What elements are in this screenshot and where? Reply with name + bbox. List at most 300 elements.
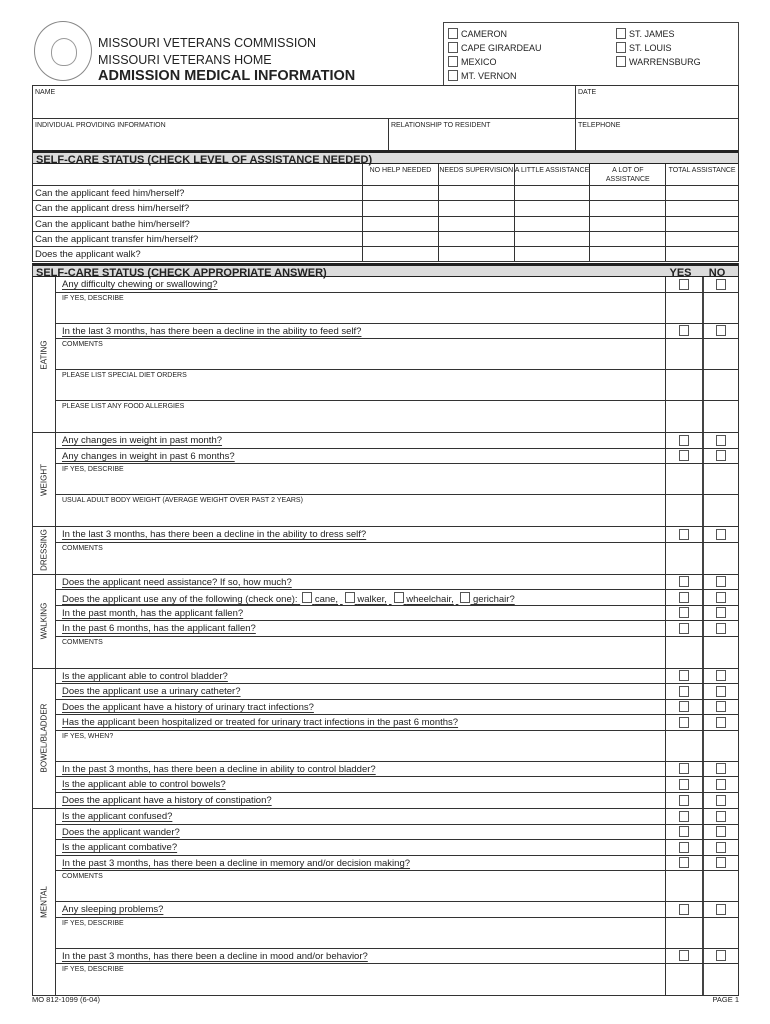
assist-cell[interactable] xyxy=(362,186,438,200)
assist-cell[interactable] xyxy=(438,201,514,215)
assist-question: Can the applicant feed him/herself? xyxy=(35,188,185,199)
yes-cell xyxy=(665,871,702,901)
question-text: Any changes in weight in past 6 months? xyxy=(62,450,235,462)
yes-checkbox[interactable] xyxy=(679,450,689,461)
no-cell xyxy=(702,370,738,400)
no-cell xyxy=(702,731,738,761)
no-checkbox[interactable] xyxy=(716,842,726,853)
row-text xyxy=(56,433,665,448)
yes-cell xyxy=(665,777,702,792)
row-text xyxy=(56,856,665,871)
no-checkbox[interactable] xyxy=(716,811,726,822)
section-label xyxy=(33,527,56,574)
row-text xyxy=(56,902,665,917)
yes-checkbox[interactable] xyxy=(679,857,689,868)
question-text: Does the applicant have a history of urinary tract infections? xyxy=(62,701,314,713)
yes-cell xyxy=(665,339,702,369)
question-text: In the past 3 months, has there been a decline in memory and/or decision making? xyxy=(62,857,411,869)
note-label: IF YES, DESCRIBE xyxy=(62,919,124,927)
yes-cell xyxy=(665,715,702,730)
no-checkbox[interactable] xyxy=(716,435,726,446)
home-name: MISSOURI VETERANS HOME xyxy=(98,53,272,67)
section-walking xyxy=(32,575,738,669)
checkbox-icon[interactable] xyxy=(616,56,626,67)
note-label: IF YES, DESCRIBE xyxy=(62,466,124,473)
home-label: ST. JAMES xyxy=(629,28,675,39)
question-row xyxy=(56,527,738,543)
assist-cell[interactable] xyxy=(438,186,514,200)
no-checkbox[interactable] xyxy=(716,670,726,681)
row-text xyxy=(56,590,665,605)
yes-cell xyxy=(665,902,702,917)
note-label: PLEASE LIST ANY FOOD ALLERGIES xyxy=(62,403,185,410)
section-label xyxy=(33,669,56,809)
no-cell xyxy=(702,575,738,590)
note-label: COMMENTS xyxy=(62,544,103,552)
assist-row xyxy=(33,201,738,216)
assist-question: Can the applicant transfer him/herself? xyxy=(35,233,199,245)
question-text: Any difficulty chewing or swallowing? xyxy=(62,279,218,290)
no-cell xyxy=(702,700,738,715)
yes-checkbox[interactable] xyxy=(679,795,689,806)
question-row xyxy=(56,777,738,793)
assist-cell[interactable] xyxy=(589,201,665,215)
checkbox-icon[interactable] xyxy=(616,42,626,53)
yes-cell xyxy=(665,495,702,526)
yes-checkbox[interactable] xyxy=(679,670,689,681)
section-label-text: BOWEL/BLADDER xyxy=(39,703,49,773)
note-field[interactable] xyxy=(56,871,738,902)
row-text xyxy=(56,809,665,824)
question-text: In the past 3 months, has there been a decline in ability to control bladder? xyxy=(62,763,376,775)
section-label-text: MENTAL xyxy=(39,886,49,918)
assist-cell[interactable] xyxy=(514,186,590,200)
row-text xyxy=(56,669,665,684)
question-text: Is the applicant able to control bowels? xyxy=(62,779,226,790)
row-text xyxy=(56,277,665,292)
assist-cell[interactable] xyxy=(362,217,438,231)
no-checkbox[interactable] xyxy=(716,279,726,290)
section-dressing xyxy=(32,527,738,575)
yes-cell xyxy=(665,809,702,824)
question-row xyxy=(56,840,738,856)
yes-cell xyxy=(665,543,702,574)
no-cell xyxy=(702,277,738,292)
no-cell xyxy=(702,856,738,871)
assistance-table xyxy=(32,150,739,262)
assist-question: Can the applicant dress him/herself? xyxy=(35,203,190,215)
yes-cell xyxy=(665,277,702,292)
checkbox-icon[interactable] xyxy=(448,70,458,81)
org-name: MISSOURI VETERANS COMMISSION xyxy=(98,36,317,50)
question-row xyxy=(56,621,738,637)
no-cell xyxy=(702,840,738,855)
no-cell xyxy=(702,918,738,948)
walking-option[interactable] xyxy=(460,594,514,605)
note-label: COMMENTS xyxy=(62,638,103,646)
assist-cell[interactable] xyxy=(589,247,665,261)
assist-cell[interactable] xyxy=(438,232,514,246)
assist-cell[interactable] xyxy=(665,217,738,231)
checkbox-icon[interactable] xyxy=(448,28,458,39)
no-cell xyxy=(702,684,738,699)
assist-cell[interactable] xyxy=(514,201,590,215)
no-checkbox[interactable] xyxy=(716,607,726,618)
no-cell xyxy=(702,809,738,824)
no-cell xyxy=(702,762,738,777)
no-cell xyxy=(702,464,738,494)
assist-cell[interactable] xyxy=(514,217,590,231)
yes-checkbox[interactable] xyxy=(679,779,689,790)
question-row xyxy=(56,590,738,606)
yes-checkbox[interactable] xyxy=(679,592,689,603)
row-text xyxy=(56,575,665,590)
question-text: Is the applicant confused? xyxy=(62,811,173,822)
option-label: cane, xyxy=(314,594,339,605)
question-row xyxy=(56,825,738,841)
assist-column-header: A LOT OF ASSISTANCE xyxy=(589,164,665,185)
assist-cell[interactable] xyxy=(665,201,738,215)
home-option[interactable] xyxy=(616,42,672,53)
question-text: Is the applicant combative? xyxy=(62,842,178,853)
no-cell xyxy=(702,621,738,636)
yes-cell xyxy=(665,637,702,668)
yes-cell xyxy=(665,433,702,448)
section-rows xyxy=(56,809,738,995)
question-row xyxy=(56,669,738,685)
row-text xyxy=(56,464,665,494)
no-checkbox[interactable] xyxy=(716,826,726,837)
note-field[interactable] xyxy=(56,731,738,762)
no-cell xyxy=(702,825,738,840)
question-row xyxy=(56,856,738,872)
row-text xyxy=(56,324,665,339)
yes-cell xyxy=(665,401,702,432)
home-label: CAMERON xyxy=(461,28,508,39)
checkbox-icon[interactable] xyxy=(394,592,404,603)
question-text: Any sleeping problems? xyxy=(62,904,164,915)
section-label xyxy=(33,809,56,995)
note-field[interactable] xyxy=(56,293,738,324)
yes-cell xyxy=(665,840,702,855)
assist-column-header: A LITTLE ASSISTANCE xyxy=(514,164,590,185)
section-label xyxy=(33,433,56,526)
no-checkbox[interactable] xyxy=(716,529,726,540)
date-field[interactable]: DATE xyxy=(575,85,739,118)
no-checkbox[interactable] xyxy=(716,450,726,461)
yes-cell xyxy=(665,793,702,809)
yes-checkbox[interactable] xyxy=(679,842,689,853)
assist-cell[interactable] xyxy=(438,247,514,261)
note-field[interactable] xyxy=(56,637,738,668)
assist-question: Can the applicant bathe him/herself? xyxy=(35,218,190,230)
no-checkbox[interactable] xyxy=(716,592,726,603)
no-checkbox[interactable] xyxy=(716,325,726,336)
section-label-text: WEIGHT xyxy=(39,463,49,496)
question-text: Does the applicant wander? xyxy=(62,826,180,838)
question-row xyxy=(56,762,738,778)
yes-header: YES xyxy=(669,267,692,279)
no-checkbox[interactable] xyxy=(716,576,726,587)
no-cell xyxy=(702,543,738,574)
no-checkbox[interactable] xyxy=(716,701,726,712)
section-label-text: EATING xyxy=(39,339,49,370)
yes-checkbox[interactable] xyxy=(679,826,689,837)
note-field[interactable] xyxy=(56,464,738,495)
no-cell xyxy=(702,339,738,369)
option-label: walker, xyxy=(357,594,387,605)
no-checkbox[interactable] xyxy=(716,904,726,915)
note-field[interactable] xyxy=(56,401,738,432)
question-row xyxy=(56,902,738,918)
option-label: wheelchair, xyxy=(406,594,454,605)
note-field[interactable] xyxy=(56,370,738,401)
question-row xyxy=(56,575,738,591)
yes-cell xyxy=(665,700,702,715)
answer-title: SELF-CARE STATUS (CHECK APPROPRIATE ANSWER) xyxy=(36,267,327,279)
note-label: PLEASE LIST SPECIAL DIET ORDERS xyxy=(62,372,187,379)
yes-cell xyxy=(665,606,702,621)
yes-checkbox[interactable] xyxy=(679,904,689,915)
checkbox-icon[interactable] xyxy=(302,592,312,603)
yes-cell xyxy=(665,527,702,542)
question-row xyxy=(56,793,738,809)
yes-cell xyxy=(665,684,702,699)
row-text xyxy=(56,949,665,964)
row-text xyxy=(56,793,665,809)
row-text xyxy=(56,715,665,730)
home-label: MT. VERNON xyxy=(461,70,517,81)
section-mental xyxy=(32,809,738,996)
no-cell xyxy=(702,871,738,901)
yes-cell xyxy=(665,293,702,323)
question-row xyxy=(56,606,738,622)
question-row xyxy=(56,433,738,449)
assist-cell[interactable] xyxy=(514,232,590,246)
assist-cell[interactable] xyxy=(362,201,438,215)
no-cell xyxy=(702,949,738,964)
no-checkbox[interactable] xyxy=(716,717,726,728)
question-row xyxy=(56,809,738,825)
home-option[interactable] xyxy=(448,56,497,67)
no-cell xyxy=(702,902,738,917)
question-text: Any changes in weight in past month? xyxy=(62,435,223,446)
note-label: IF YES, DESCRIBE xyxy=(62,966,124,973)
checkbox-icon[interactable] xyxy=(616,28,626,39)
assist-column-header: TOTAL ASSISTANCE xyxy=(665,164,738,185)
walking-option[interactable] xyxy=(394,594,454,605)
no-cell xyxy=(702,715,738,730)
telephone-field[interactable]: TELEPHONE xyxy=(575,118,739,151)
row-text xyxy=(56,700,665,715)
assist-question: Does the applicant walk? xyxy=(35,249,141,261)
no-cell xyxy=(702,324,738,339)
no-cell xyxy=(702,777,738,792)
assist-cell[interactable] xyxy=(665,186,738,200)
checkbox-icon[interactable] xyxy=(460,592,470,603)
row-text xyxy=(56,293,665,323)
yes-checkbox[interactable] xyxy=(679,950,689,961)
row-text xyxy=(56,871,665,901)
yes-cell xyxy=(665,918,702,948)
no-cell xyxy=(702,527,738,542)
yes-cell xyxy=(665,449,702,464)
assist-row xyxy=(33,186,738,201)
section-label xyxy=(33,277,56,432)
home-option[interactable] xyxy=(616,28,675,39)
section-rows xyxy=(56,433,738,526)
assist-cell[interactable] xyxy=(589,232,665,246)
note-field[interactable] xyxy=(56,918,738,949)
checkbox-icon[interactable] xyxy=(448,42,458,53)
home-label: MEXICO xyxy=(461,56,497,67)
row-text xyxy=(56,731,665,761)
question-row xyxy=(56,684,738,700)
name-field[interactable]: NAME xyxy=(33,85,575,118)
option-label: gerichair? xyxy=(473,594,515,605)
yes-cell xyxy=(665,575,702,590)
no-cell xyxy=(702,495,738,526)
no-checkbox[interactable] xyxy=(716,857,726,868)
individual-field[interactable]: INDIVIDUAL PROVIDING INFORMATION xyxy=(33,118,388,151)
question-row xyxy=(56,277,738,293)
assist-cell[interactable] xyxy=(362,232,438,246)
assist-cell[interactable] xyxy=(665,247,738,261)
assist-cell[interactable] xyxy=(438,217,514,231)
no-cell xyxy=(702,793,738,809)
home-label: WARRENSBURG xyxy=(629,56,701,67)
assist-cell[interactable] xyxy=(362,247,438,261)
yes-checkbox[interactable] xyxy=(679,279,689,290)
assistance-section-title: SELF-CARE STATUS (CHECK LEVEL OF ASSISTANCE NEEDED) xyxy=(33,150,738,164)
yes-cell xyxy=(665,949,702,964)
section-rows xyxy=(56,527,738,574)
yes-checkbox[interactable] xyxy=(679,701,689,712)
assist-column-header: NEEDS SUPERVISION xyxy=(438,164,514,185)
page-title: ADMISSION MEDICAL INFORMATION xyxy=(98,68,356,84)
row-text xyxy=(56,918,665,948)
row-text xyxy=(56,495,665,526)
assist-cell[interactable] xyxy=(589,186,665,200)
yes-cell xyxy=(665,324,702,339)
checkbox-icon[interactable] xyxy=(448,56,458,67)
row-text xyxy=(56,964,665,995)
yes-checkbox[interactable] xyxy=(679,607,689,618)
question-text: Is the applicant able to control bladder? xyxy=(62,670,228,682)
no-checkbox[interactable] xyxy=(716,779,726,790)
no-checkbox[interactable] xyxy=(716,795,726,806)
no-cell xyxy=(702,590,738,605)
row-text xyxy=(56,621,665,636)
assist-cell[interactable] xyxy=(514,247,590,261)
note-field[interactable] xyxy=(56,964,738,995)
no-checkbox[interactable] xyxy=(716,763,726,774)
home-option[interactable] xyxy=(616,56,701,67)
note-label: IF YES, WHEN? xyxy=(62,732,114,740)
yes-cell xyxy=(665,464,702,494)
home-option[interactable] xyxy=(448,42,542,53)
assist-cell[interactable] xyxy=(589,217,665,231)
home-option[interactable] xyxy=(448,70,517,81)
note-field[interactable] xyxy=(56,339,738,370)
no-checkbox[interactable] xyxy=(716,686,726,697)
row-text xyxy=(56,339,665,369)
question-text: Does the applicant use a urinary catheter? xyxy=(62,686,241,697)
no-checkbox[interactable] xyxy=(716,950,726,961)
yes-checkbox[interactable] xyxy=(679,623,689,634)
yes-cell xyxy=(665,964,702,995)
question-text: Has the applicant been hospitalized or treated for urinary tract infections in the past 6 months? xyxy=(62,717,459,728)
walking-option[interactable] xyxy=(302,594,338,605)
relationship-field[interactable]: RELATIONSHIP TO RESIDENT xyxy=(388,118,575,151)
section-weight xyxy=(32,433,738,527)
assist-row xyxy=(33,247,738,262)
row-text xyxy=(56,527,665,542)
note-field[interactable] xyxy=(56,543,738,574)
section-rows xyxy=(56,575,738,668)
no-cell xyxy=(702,964,738,995)
yes-checkbox[interactable] xyxy=(679,717,689,728)
section-bowel-bladder xyxy=(32,669,738,810)
info-fields xyxy=(32,85,739,151)
no-header: NO xyxy=(708,267,726,279)
yes-checkbox[interactable] xyxy=(679,529,689,540)
yes-checkbox[interactable] xyxy=(679,686,689,697)
section-label xyxy=(33,575,56,668)
form-number: MO 812-1099 (6-04) xyxy=(32,995,100,1004)
yes-checkbox[interactable] xyxy=(679,811,689,822)
header-blank xyxy=(33,164,362,185)
yes-checkbox[interactable] xyxy=(679,763,689,774)
no-cell xyxy=(702,433,738,448)
row-text xyxy=(56,370,665,400)
row-text xyxy=(56,777,665,792)
row-text xyxy=(56,543,665,574)
note-field[interactable] xyxy=(56,495,738,526)
question-row xyxy=(56,949,738,965)
question-row xyxy=(56,324,738,340)
section-label-text: DRESSING xyxy=(39,529,49,572)
question-text: Does the applicant need assistance? If so, how much? xyxy=(62,576,292,588)
row-text xyxy=(56,825,665,840)
no-cell xyxy=(702,637,738,668)
home-label: ST. LOUIS xyxy=(629,42,672,53)
assist-column-header: NO HELP NEEDED xyxy=(362,164,438,185)
question-text: In the past 3 months, has there been a decline in mood and/or behavior? xyxy=(62,950,368,962)
yes-cell xyxy=(665,731,702,761)
checkbox-icon[interactable] xyxy=(345,592,355,603)
answer-section-title xyxy=(32,263,738,277)
row-text xyxy=(56,840,665,855)
yes-cell xyxy=(665,621,702,636)
yes-checkbox[interactable] xyxy=(679,325,689,336)
assist-cell[interactable] xyxy=(665,232,738,246)
no-cell xyxy=(702,401,738,432)
yes-cell xyxy=(665,370,702,400)
walking-option[interactable] xyxy=(345,594,387,605)
yes-checkbox[interactable] xyxy=(679,576,689,587)
note-label: COMMENTS xyxy=(62,341,103,348)
home-option[interactable] xyxy=(448,28,507,39)
no-cell xyxy=(702,293,738,323)
row-text xyxy=(56,401,665,432)
no-checkbox[interactable] xyxy=(716,623,726,634)
yes-checkbox[interactable] xyxy=(679,435,689,446)
no-cell xyxy=(702,606,738,621)
question-row xyxy=(56,700,738,716)
section-rows xyxy=(56,669,738,809)
question-text: Does the applicant have a history of constipation? xyxy=(62,794,272,806)
